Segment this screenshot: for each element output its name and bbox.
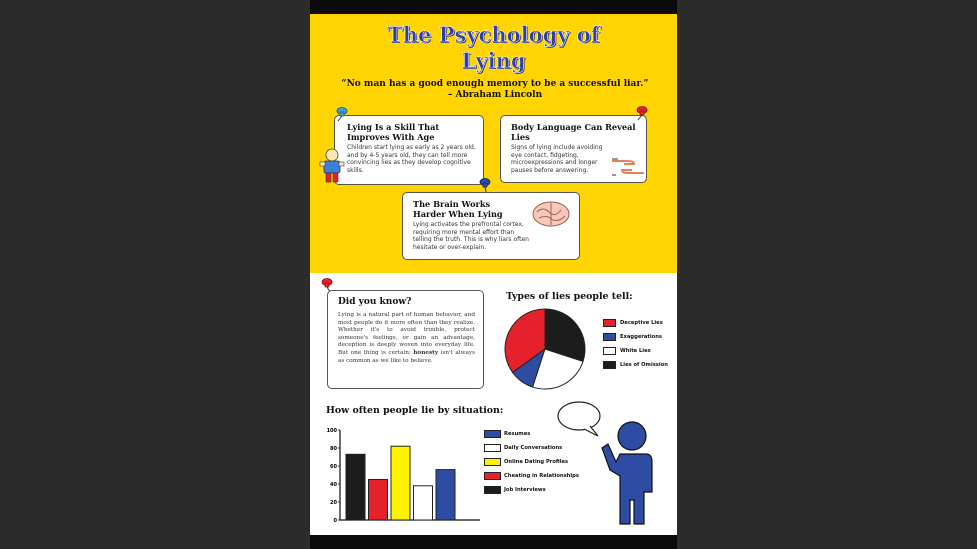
bar-chart-tick-label: 40: [330, 482, 337, 488]
card-brain-title: The Brain Works Harder When Lying: [413, 199, 503, 219]
red-pushpin-icon: [635, 105, 649, 121]
bar-legend-label: Online Dating Profiles: [504, 459, 569, 465]
yellow-header-section: [310, 14, 677, 273]
card-skill-age-body: Children start lying as early as 2 years old, and by 4-5 years old, they can tell more convincing lies as they develop cognitive skills.: [347, 144, 476, 174]
child-icon: [319, 148, 345, 186]
bottom-border: [310, 535, 677, 549]
bar-job-interviews: [346, 454, 365, 520]
card-skill-age-title: Lying Is a Skill That Improves With Age: [347, 122, 440, 142]
pie-chart: [502, 306, 588, 392]
poster-title-line-2: Lying: [461, 48, 526, 73]
bar-legend-label: Resumes: [504, 431, 531, 437]
infographic-poster: [310, 0, 677, 549]
bar-daily-conversations: [414, 486, 433, 520]
bar-legend-swatch: [484, 486, 501, 494]
bar-chart-title: How often people lie by situation:: [326, 405, 504, 416]
pie-legend-swatch: [603, 333, 616, 341]
did-you-know-body-part-2: isn't always as common as we like to believe.: [338, 349, 475, 364]
pie-legend-swatch: [603, 347, 616, 355]
card-did-you-know: [327, 290, 484, 389]
bar-legend-label: Daily Conversations: [504, 445, 563, 451]
pie-legend-swatch: [603, 361, 616, 369]
bar-legend-swatch: [484, 458, 501, 466]
bar-legend-swatch: [484, 444, 501, 452]
bar-chart-tick-label: 100: [326, 428, 337, 434]
card-body-language-body: Signs of lying include avoiding eye contact, fidgeting, microexpressions and longer pauses before answering.: [511, 144, 603, 174]
bar-chart-tick-label: 20: [330, 500, 337, 506]
blue-pushpin-icon: [334, 106, 348, 122]
bar-resumes: [436, 470, 455, 520]
did-you-know-body-part-1: Lying is a natural part of human behavior, and most people do it more often than they realize. Whether it's to avoid trouble, protect someone's feelings, or gain an advantage, deception is deeply woven into everyday life. But one thing is certain:: [338, 312, 475, 356]
bar-chart-tick-label: 0: [333, 518, 337, 524]
person-icon: [598, 420, 658, 526]
quote-text: “No man has a good enough memory to be a successful liar.”: [341, 79, 649, 89]
blue-pushpin-icon: [478, 177, 492, 193]
quote-author: – Abraham Lincoln: [447, 90, 543, 100]
speech-bubble-icon: [556, 400, 604, 438]
pie-chart-title: Types of lies people tell:: [506, 291, 633, 302]
pie-legend-label: Lies of Omission: [620, 362, 668, 368]
did-you-know-bold-word: honesty: [413, 349, 439, 356]
bar-legend-swatch: [484, 430, 501, 438]
bar-cheating-in-relationships: [369, 480, 388, 521]
bar-chart: [324, 424, 484, 526]
bar-chart-tick-label: 80: [330, 446, 337, 452]
card-body-language-title: Body Language Can Reveal Lies: [511, 122, 636, 142]
pie-legend-label: White Lies: [620, 348, 651, 354]
pie-legend-swatch: [603, 319, 616, 327]
card-skill-age: [334, 115, 484, 185]
hands-icon: [610, 155, 646, 179]
bar-online-dating-profiles: [391, 446, 410, 520]
did-you-know-title: Did you know?: [338, 297, 412, 307]
top-border: [310, 0, 677, 14]
card-brain-body: Lying activates the prefrontal cortex, requiring more mental effort than telling the truth. This is why liars often hesitate or over-explain.: [413, 221, 529, 251]
bar-chart-tick-label: 60: [330, 464, 337, 470]
did-you-know-body: [338, 312, 475, 365]
poster-title-line-1: The Psychology of: [387, 22, 600, 47]
bar-legend-label: Cheating in Relationships: [504, 473, 579, 479]
pie-legend-label: Exaggerations: [620, 334, 662, 340]
bar-legend-swatch: [484, 472, 501, 480]
brain-icon: [531, 200, 571, 228]
bar-legend-label: Job Interviews: [504, 487, 546, 493]
pie-legend-label: Deceptive Lies: [620, 320, 663, 326]
